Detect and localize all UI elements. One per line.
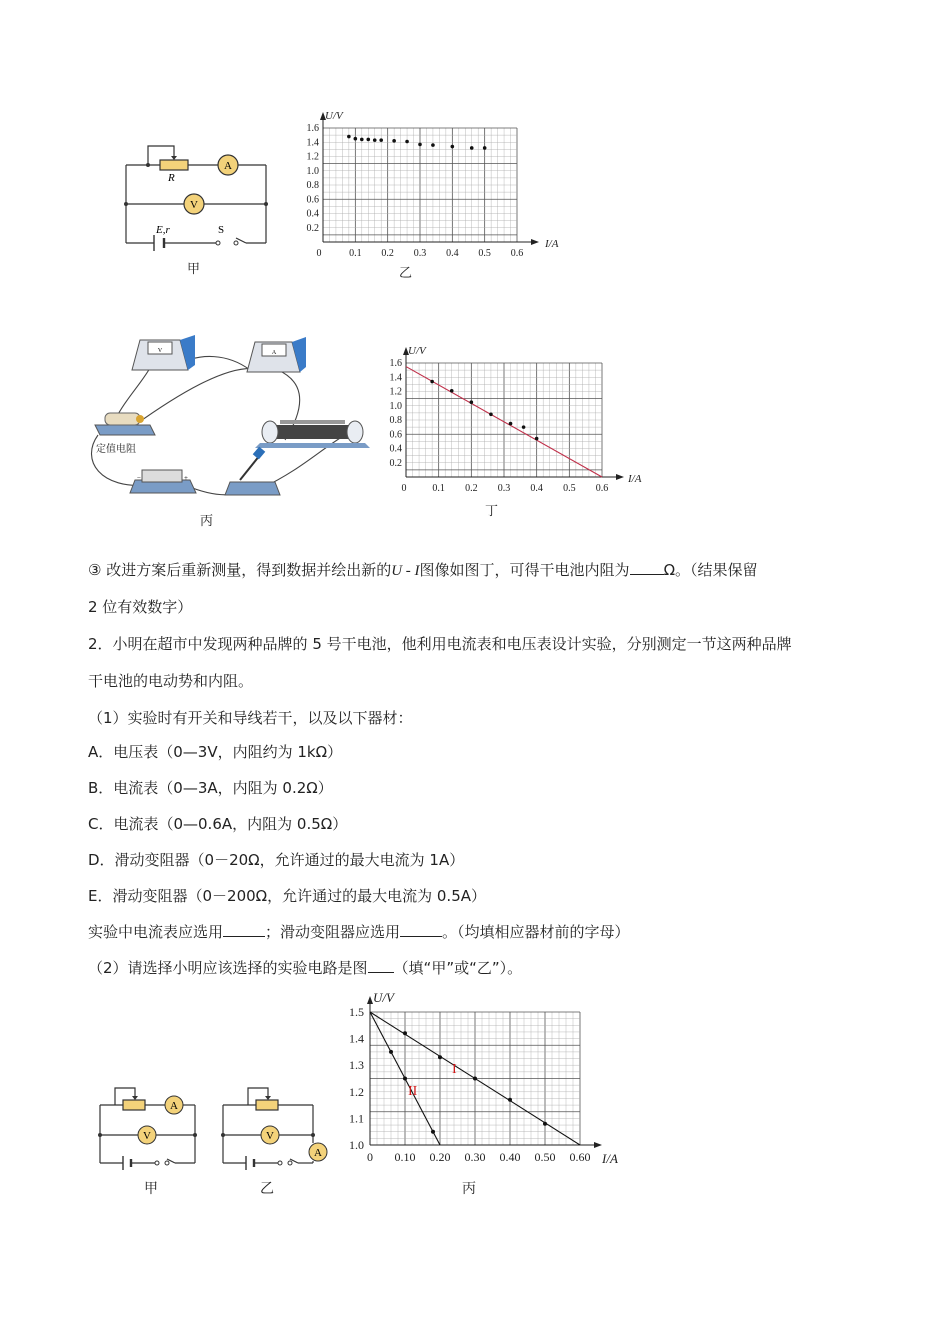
q3-line2: 2 位有效数字） xyxy=(88,598,193,616)
graph-ding-svg xyxy=(380,345,660,515)
fixed-resistor-label: 定值电阻 xyxy=(96,444,136,455)
caption-fig3-yi: 乙 xyxy=(260,1181,274,1197)
svg-text:−: − xyxy=(137,474,141,482)
fixed-resistor xyxy=(95,413,155,435)
graph-fig3-svg xyxy=(330,988,640,1173)
part1-heading: （1）实验时有开关和导线若干，以及以下器材： xyxy=(88,709,413,727)
data-point xyxy=(431,143,435,147)
y-tick-label: 0.2 xyxy=(306,222,319,234)
data-point xyxy=(470,400,474,404)
data-point xyxy=(418,143,422,147)
x-tick-label: 0.40 xyxy=(499,1150,521,1164)
graph-yi-svg xyxy=(295,110,575,280)
y-axis-label: U/V xyxy=(373,990,394,1005)
figure3-circuit-jia xyxy=(95,1085,205,1175)
q2-line1: 2．小明在超市中发现两种品牌的 5 号干电池，他利用电流表和电压表设计实验，分别测定一节这两种品牌 xyxy=(88,635,792,653)
x-tick-label: 0.4 xyxy=(530,483,543,494)
y-tick-label: 1.2 xyxy=(389,386,402,398)
y-tick-label: 1.4 xyxy=(389,372,402,384)
x-tick-label: 0.3 xyxy=(497,483,511,494)
svg-text:V: V xyxy=(266,1130,274,1142)
x-tick-label: 0.20 xyxy=(429,1150,451,1164)
battery-holder xyxy=(130,470,196,493)
caption-fig3-bing: 丙 xyxy=(462,1181,476,1197)
option-c: C．电流表（0—0.6A，内阻为 0.5Ω） xyxy=(88,815,348,833)
tick-label-origin: 0 xyxy=(316,248,322,259)
resistor-label: R xyxy=(168,172,175,184)
fill-text-b: ；滑动变阻器应选用 xyxy=(265,923,401,941)
circuit-blank[interactable] xyxy=(368,958,394,973)
x-tick-label: 0.30 xyxy=(464,1150,486,1164)
data-point xyxy=(392,139,396,143)
circuit-diagram xyxy=(118,138,278,278)
q3-line1 xyxy=(88,560,758,581)
y-tick-label: 1.6 xyxy=(389,358,402,369)
data-point xyxy=(543,1122,547,1126)
y-tick-label: 1.0 xyxy=(349,1138,364,1152)
y-tick-label: 1.2 xyxy=(306,151,319,163)
figure-bing-apparatus xyxy=(80,330,370,505)
switch-label: S xyxy=(218,224,225,236)
data-point xyxy=(347,135,351,139)
x-axis-label: I/A xyxy=(602,1151,618,1166)
data-point xyxy=(509,422,513,426)
data-point xyxy=(489,413,493,417)
y-tick-label: 0.6 xyxy=(389,429,402,441)
figure3-circuit-yi xyxy=(218,1085,333,1175)
fill-line xyxy=(88,922,630,942)
apparatus-illustration xyxy=(80,330,370,505)
source-label: E,r xyxy=(156,224,170,236)
caption-fig3-jia: 甲 xyxy=(144,1181,158,1197)
ammeter-label: A xyxy=(224,160,232,172)
y-tick-label: 1.4 xyxy=(306,137,319,149)
x-axis-label: I/A xyxy=(628,473,642,485)
ammeter-device xyxy=(247,337,306,372)
data-point xyxy=(451,145,455,149)
voltmeter-device xyxy=(132,335,195,370)
data-point xyxy=(450,389,454,393)
x-axis-arrow xyxy=(616,474,624,480)
caption-yi: 乙 xyxy=(399,266,413,281)
figure-jia-circuit xyxy=(118,138,278,278)
x-tick-label: 0.2 xyxy=(465,483,478,494)
x-axis-arrow xyxy=(531,239,539,245)
switch-device xyxy=(225,447,280,495)
ammeter-blank[interactable] xyxy=(223,922,265,937)
data-point xyxy=(405,140,409,144)
x-tick-label: 0.5 xyxy=(478,248,491,259)
y-tick-label: 1.6 xyxy=(306,123,319,134)
answer-blank[interactable] xyxy=(630,560,664,575)
x-tick-label: 0.10 xyxy=(394,1150,416,1164)
y-tick-label: 0.4 xyxy=(306,208,319,220)
data-point xyxy=(522,425,526,429)
data-point xyxy=(508,1098,512,1102)
option-b: B．电流表（0—3A，内阻为 0.2Ω） xyxy=(88,779,333,797)
y-tick-label: 1.3 xyxy=(349,1058,364,1073)
part2-text-b: （填“甲”或“乙”）。 xyxy=(393,959,523,977)
graph-fig3 xyxy=(330,988,640,1173)
q3-text-a: ③ 改进方案后重新测量，得到数据并绘出新的 xyxy=(88,561,392,579)
data-point xyxy=(470,146,474,150)
x-tick-label: 0.6 xyxy=(595,483,609,494)
tick-label-origin: 0 xyxy=(401,483,407,494)
line-II-label: II xyxy=(408,1084,418,1099)
x-tick-label: 0.5 xyxy=(563,483,576,494)
part2-text-a: （2）请选择小明应该选择的实验电路是图 xyxy=(88,959,368,977)
y-tick-label: 1.4 xyxy=(349,1031,364,1046)
y-tick-label: 1.2 xyxy=(349,1084,364,1099)
x-tick-label: 0.60 xyxy=(569,1150,591,1164)
circuit-yi-svg xyxy=(218,1085,333,1175)
y-axis-label: U/V xyxy=(325,110,343,122)
voltmeter-face: V xyxy=(157,348,163,354)
line-I-label: I xyxy=(452,1062,457,1077)
data-point xyxy=(430,380,434,384)
data-point xyxy=(366,138,370,142)
x-tick-label: 0.3 xyxy=(413,248,427,259)
data-point xyxy=(438,1055,442,1059)
data-point xyxy=(389,1050,393,1054)
circuit-jia-svg xyxy=(95,1085,205,1175)
y-tick-label: 1.0 xyxy=(389,400,402,412)
q2-line2: 干电池的电动势和内阻。 xyxy=(88,672,254,690)
option-a: A．电压表（0—3V，内阻约为 1kΩ） xyxy=(88,743,343,761)
data-point xyxy=(535,437,539,441)
x-axis-arrow xyxy=(594,1142,602,1148)
y-tick-label: 1.5 xyxy=(349,1005,364,1019)
data-point xyxy=(473,1077,477,1081)
ammeter-face: A xyxy=(271,350,277,356)
caption-ding: 丁 xyxy=(485,504,499,519)
svg-text:A: A xyxy=(314,1147,322,1159)
svg-text:+: + xyxy=(184,474,188,482)
data-point xyxy=(403,1031,407,1035)
y-tick-label: 0.2 xyxy=(389,457,402,469)
y-tick-label: 0.8 xyxy=(389,415,402,426)
caption-bing: 丙 xyxy=(200,514,214,529)
option-e: E．滑动变阻器（0－200Ω，允许通过的最大电流为 0.5A） xyxy=(88,887,487,905)
rheostat-blank[interactable] xyxy=(400,922,442,937)
x-tick-label: 0.1 xyxy=(432,483,445,494)
data-point xyxy=(360,138,364,142)
option-d: D．滑动变阻器（0－20Ω，允许通过的最大电流为 1A） xyxy=(88,851,465,869)
x-tick-label: 0.2 xyxy=(381,248,394,259)
rheostat xyxy=(255,420,370,448)
y-tick-label: 1.0 xyxy=(306,165,319,177)
data-point xyxy=(354,137,358,141)
fill-text-a: 实验中电流表应选用 xyxy=(88,923,224,941)
part2-line xyxy=(88,958,522,978)
q3-text-b: 图像如图丁，可得干电池内阻为 xyxy=(419,561,630,579)
y-axis-label: U/V xyxy=(408,345,426,357)
voltmeter-label: V xyxy=(190,199,198,211)
svg-text:V: V xyxy=(143,1130,151,1142)
x-tick-label: 0.6 xyxy=(510,248,524,259)
y-tick-label: 0.4 xyxy=(389,443,402,455)
x-tick-label: 0.4 xyxy=(446,248,459,259)
x-tick-label: 0 xyxy=(367,1150,373,1164)
graph-ding xyxy=(380,345,660,515)
data-point xyxy=(379,138,383,142)
data-point xyxy=(483,146,487,150)
graph-yi xyxy=(295,110,575,280)
fill-text-c: 。（均填相应器材前的字母） xyxy=(442,923,630,941)
data-point xyxy=(373,138,377,142)
x-tick-label: 0.50 xyxy=(534,1150,556,1164)
data-point xyxy=(431,1130,435,1134)
x-axis-label: I/A xyxy=(545,238,559,250)
data-point xyxy=(403,1077,407,1081)
y-tick-label: 1.1 xyxy=(349,1111,364,1126)
x-tick-label: 0.1 xyxy=(349,248,362,259)
caption-jia: 甲 xyxy=(187,262,201,277)
svg-text:A: A xyxy=(170,1100,178,1112)
q3-formula: U - I xyxy=(391,563,420,579)
q3-text-c: Ω。（结果保留 xyxy=(663,561,758,579)
y-tick-label: 0.8 xyxy=(306,180,319,191)
y-tick-label: 0.6 xyxy=(306,194,319,206)
